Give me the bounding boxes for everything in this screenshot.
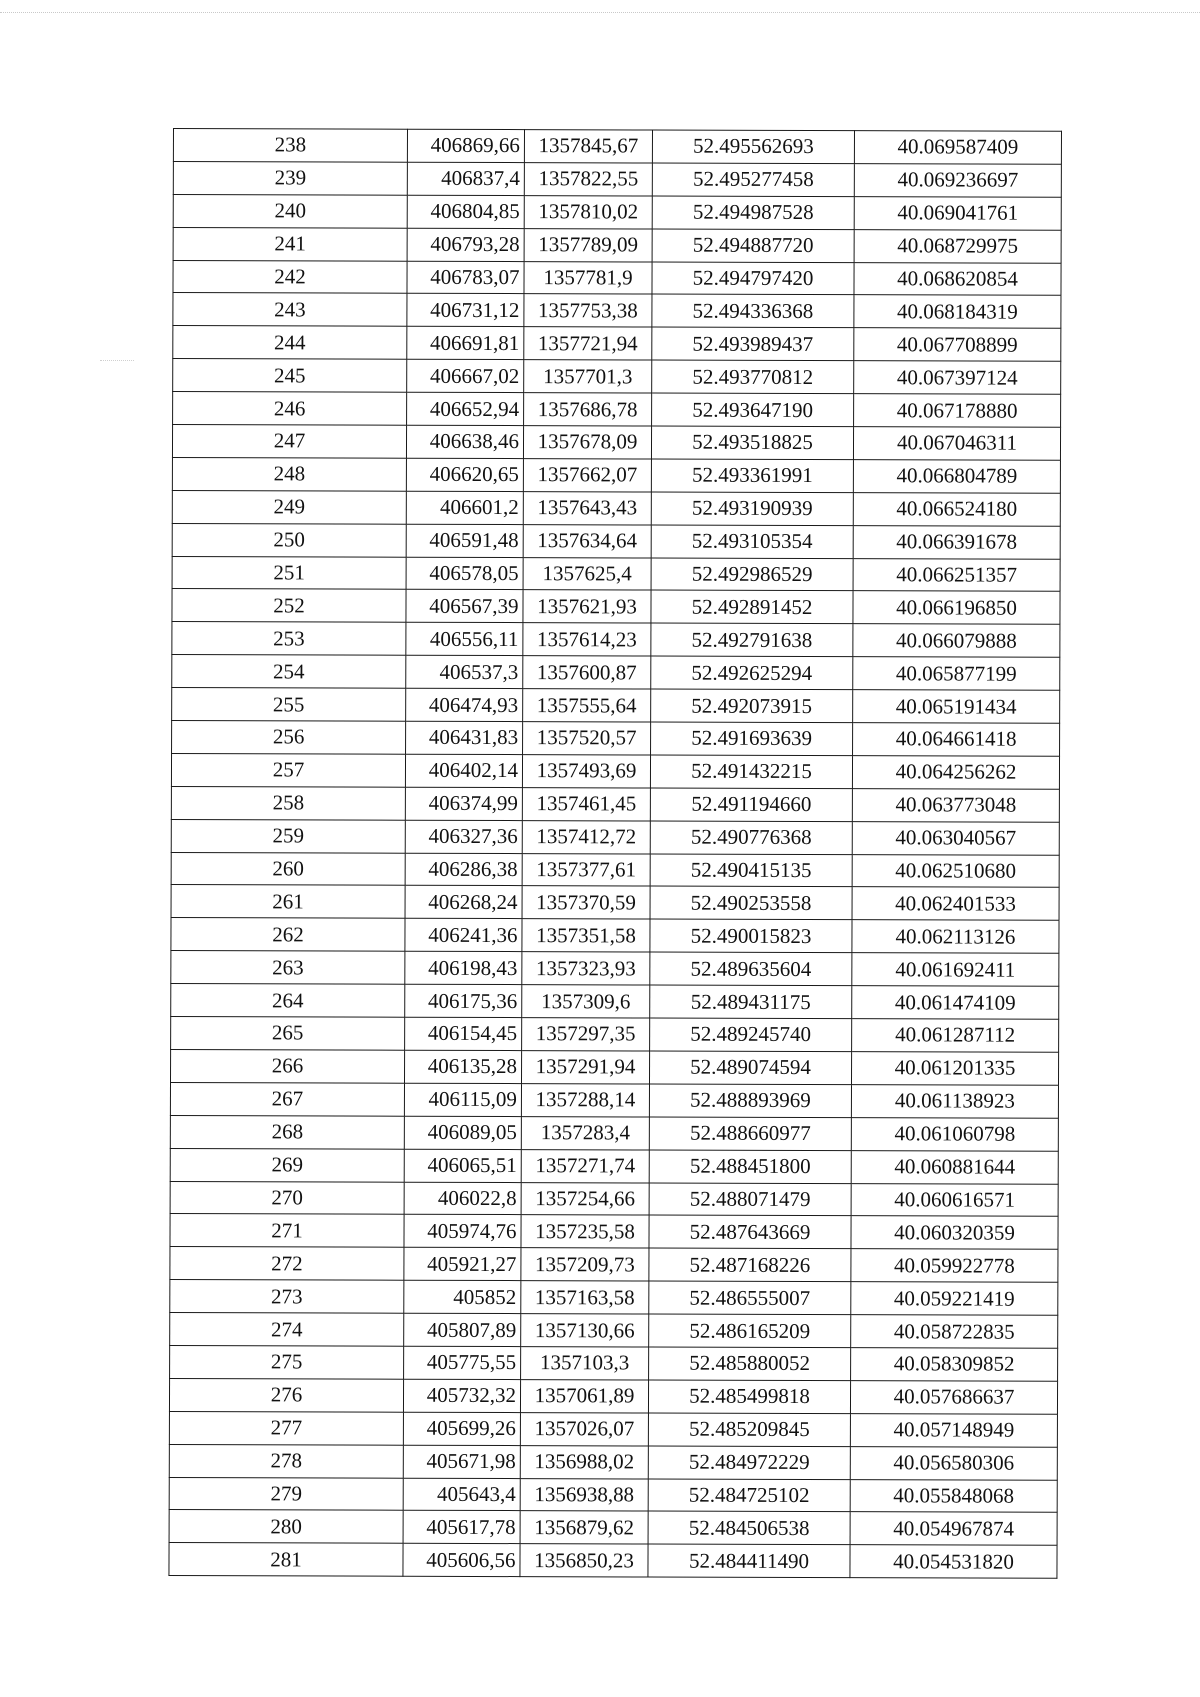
y-coordinate-cell: 1357493,69	[522, 755, 650, 788]
x-coordinate-cell: 405974,76	[404, 1215, 521, 1248]
y-coordinate-cell: 1357412,72	[522, 820, 650, 853]
table-row	[169, 1477, 1057, 1513]
latitude-cell: 52.495562693	[652, 130, 854, 164]
longitude-cell: 40.059221419	[851, 1282, 1058, 1316]
longitude-cell: 40.063040567	[852, 821, 1059, 855]
point-number-cell: 253	[172, 622, 406, 656]
point-number-cell: 279	[169, 1477, 403, 1511]
x-coordinate-cell: 406402,14	[405, 754, 522, 787]
table-row	[171, 885, 1059, 921]
longitude-cell: 40.064256262	[852, 756, 1059, 790]
y-coordinate-cell: 1357209,73	[521, 1248, 649, 1281]
latitude-cell: 52.489431175	[650, 985, 852, 1019]
point-number-cell: 275	[170, 1345, 404, 1379]
table-row	[171, 951, 1059, 987]
longitude-cell: 40.068184319	[854, 295, 1061, 329]
x-coordinate-cell: 406474,93	[406, 688, 523, 721]
latitude-cell: 52.489074594	[649, 1051, 851, 1085]
latitude-cell: 52.493647190	[652, 393, 854, 427]
y-coordinate-cell: 1357810,02	[524, 195, 652, 228]
latitude-cell: 52.486165209	[649, 1314, 851, 1348]
y-coordinate-cell: 1357283,4	[521, 1116, 649, 1149]
longitude-cell: 40.062401533	[852, 887, 1059, 921]
longitude-cell: 40.066524180	[853, 492, 1060, 526]
point-number-cell: 245	[173, 359, 407, 393]
table-row	[169, 1378, 1057, 1414]
latitude-cell: 52.488071479	[649, 1183, 851, 1217]
point-number-cell: 263	[171, 951, 405, 985]
y-coordinate-cell: 1357822,55	[524, 162, 652, 195]
x-coordinate-cell: 406241,36	[405, 919, 522, 952]
y-coordinate-cell: 1357309,6	[522, 985, 650, 1018]
point-number-cell: 255	[172, 688, 406, 722]
x-coordinate-cell: 406691,81	[407, 327, 524, 360]
point-number-cell: 243	[173, 293, 407, 327]
y-coordinate-cell: 1357789,09	[524, 228, 652, 261]
longitude-cell: 40.061201335	[851, 1052, 1058, 1086]
y-coordinate-cell: 1357026,07	[520, 1412, 648, 1445]
y-coordinate-cell: 1357614,23	[523, 623, 651, 656]
table-row	[173, 293, 1061, 329]
longitude-cell: 40.065877199	[853, 657, 1060, 691]
latitude-cell: 52.492891452	[651, 590, 853, 624]
point-number-cell: 268	[170, 1115, 404, 1149]
scan-speck	[100, 360, 134, 361]
table-row	[172, 688, 1060, 724]
x-coordinate-cell: 405921,27	[404, 1248, 521, 1281]
x-coordinate-cell: 406175,36	[405, 984, 522, 1017]
latitude-cell: 52.488660977	[649, 1117, 851, 1151]
x-coordinate-cell: 406783,07	[407, 261, 524, 294]
latitude-cell: 52.492073915	[651, 689, 853, 723]
x-coordinate-cell: 406578,05	[406, 557, 523, 590]
longitude-cell: 40.069236697	[854, 164, 1061, 198]
longitude-cell: 40.063773048	[852, 788, 1059, 822]
longitude-cell: 40.062510680	[852, 854, 1059, 888]
y-coordinate-cell: 1357061,89	[520, 1379, 648, 1412]
y-coordinate-cell: 1357370,59	[522, 886, 650, 919]
latitude-cell: 52.494887720	[652, 229, 854, 263]
table-row	[170, 1214, 1058, 1250]
longitude-cell: 40.066804789	[853, 460, 1060, 494]
latitude-cell: 52.489245740	[650, 1018, 852, 1052]
point-number-cell: 241	[173, 227, 407, 261]
point-number-cell: 260	[171, 852, 405, 886]
x-coordinate-cell: 405643,4	[403, 1478, 520, 1511]
longitude-cell: 40.067046311	[853, 427, 1060, 461]
y-coordinate-cell: 1357351,58	[522, 919, 650, 952]
y-coordinate-cell: 1356988,02	[520, 1445, 648, 1478]
x-coordinate-cell: 405699,26	[403, 1412, 520, 1445]
table-row	[172, 721, 1060, 757]
table-row	[173, 227, 1061, 263]
point-number-cell: 249	[172, 490, 406, 524]
longitude-cell: 40.066196850	[853, 591, 1060, 625]
longitude-cell: 40.069041761	[854, 196, 1061, 230]
latitude-cell: 52.490015823	[650, 919, 852, 953]
point-number-cell: 258	[171, 786, 405, 820]
table-row	[173, 260, 1061, 296]
latitude-cell: 52.484972229	[648, 1446, 850, 1480]
y-coordinate-cell: 1357678,09	[523, 426, 651, 459]
latitude-cell: 52.488893969	[649, 1084, 851, 1118]
longitude-cell: 40.054531820	[850, 1545, 1057, 1579]
longitude-cell: 40.066251357	[853, 558, 1060, 592]
table-row	[173, 161, 1061, 197]
longitude-cell: 40.062113126	[852, 920, 1059, 954]
table-row	[169, 1510, 1057, 1546]
longitude-cell: 40.069587409	[854, 131, 1061, 165]
latitude-cell: 52.485880052	[649, 1347, 851, 1381]
latitude-cell: 52.490776368	[650, 821, 852, 855]
y-coordinate-cell: 1356938,88	[520, 1478, 648, 1511]
x-coordinate-cell: 406567,39	[406, 590, 523, 623]
point-number-cell: 257	[171, 753, 405, 787]
point-number-cell: 272	[170, 1247, 404, 1281]
point-number-cell: 259	[171, 819, 405, 853]
point-number-cell: 246	[173, 392, 407, 426]
longitude-cell: 40.061060798	[851, 1117, 1058, 1151]
y-coordinate-cell: 1357600,87	[523, 656, 651, 689]
y-coordinate-cell: 1357625,4	[523, 557, 651, 590]
x-coordinate-cell: 406115,09	[404, 1083, 521, 1116]
x-coordinate-cell: 406198,43	[405, 951, 522, 984]
point-number-cell: 251	[172, 556, 406, 590]
latitude-cell: 52.492625294	[651, 656, 853, 690]
x-coordinate-cell: 406804,85	[407, 195, 524, 228]
table-row	[171, 852, 1059, 888]
longitude-cell: 40.061692411	[852, 953, 1059, 987]
coordinates-table	[168, 128, 1062, 1579]
longitude-cell: 40.056580306	[850, 1446, 1057, 1480]
table-row	[173, 129, 1061, 165]
table-row	[171, 918, 1059, 954]
coordinates-table-body	[169, 129, 1062, 1579]
table-row	[171, 984, 1059, 1020]
x-coordinate-cell: 406374,99	[405, 787, 522, 820]
latitude-cell: 52.491693639	[651, 722, 853, 756]
point-number-cell: 280	[169, 1510, 403, 1544]
y-coordinate-cell: 1357297,35	[522, 1018, 650, 1051]
table-row	[172, 425, 1060, 461]
x-coordinate-cell: 406556,11	[406, 623, 523, 656]
y-coordinate-cell: 1357254,66	[521, 1182, 649, 1215]
x-coordinate-cell: 406431,83	[406, 721, 523, 754]
x-coordinate-cell: 405775,55	[404, 1346, 521, 1379]
table-row	[171, 786, 1059, 822]
x-coordinate-cell: 406089,05	[404, 1116, 521, 1149]
longitude-cell: 40.057148949	[850, 1413, 1057, 1447]
table-row	[173, 326, 1061, 362]
x-coordinate-cell: 406601,2	[406, 491, 523, 524]
latitude-cell: 52.494336368	[652, 294, 854, 328]
x-coordinate-cell: 406065,51	[404, 1149, 521, 1182]
latitude-cell: 52.484411490	[648, 1544, 850, 1578]
scan-edge-line	[0, 12, 1200, 13]
point-number-cell: 269	[170, 1148, 404, 1182]
x-coordinate-cell: 406638,46	[406, 425, 523, 458]
y-coordinate-cell: 1357845,67	[524, 130, 652, 163]
longitude-cell: 40.061287112	[852, 1019, 1059, 1053]
table-row	[170, 1115, 1058, 1151]
point-number-cell: 240	[173, 194, 407, 228]
point-number-cell: 278	[169, 1444, 403, 1478]
point-number-cell: 238	[173, 129, 407, 163]
y-coordinate-cell: 1357643,43	[523, 491, 651, 524]
latitude-cell: 52.490415135	[650, 854, 852, 888]
y-coordinate-cell: 1357721,94	[524, 327, 652, 360]
y-coordinate-cell: 1357686,78	[524, 393, 652, 426]
table-row	[172, 589, 1060, 625]
x-coordinate-cell: 406869,66	[407, 129, 524, 162]
point-number-cell: 270	[170, 1181, 404, 1215]
longitude-cell: 40.061138923	[851, 1084, 1058, 1118]
table-row	[170, 1313, 1058, 1349]
table-row	[170, 1148, 1058, 1184]
y-coordinate-cell: 1356879,62	[520, 1511, 648, 1544]
longitude-cell: 40.067397124	[854, 361, 1061, 395]
point-number-cell: 254	[172, 655, 406, 689]
latitude-cell: 52.495277458	[652, 163, 854, 197]
latitude-cell: 52.491194660	[650, 788, 852, 822]
table-row	[171, 1049, 1059, 1085]
latitude-cell: 52.486555007	[649, 1281, 851, 1315]
point-number-cell: 256	[172, 721, 406, 755]
x-coordinate-cell: 405852	[404, 1280, 521, 1313]
x-coordinate-cell: 406154,45	[405, 1017, 522, 1050]
latitude-cell: 52.494797420	[652, 262, 854, 296]
table-row	[172, 490, 1060, 526]
table-row	[172, 622, 1060, 658]
table-row	[170, 1280, 1058, 1316]
longitude-cell: 40.058722835	[851, 1315, 1058, 1349]
latitude-cell: 52.484725102	[648, 1479, 850, 1513]
point-number-cell: 273	[170, 1280, 404, 1314]
point-number-cell: 248	[172, 457, 406, 491]
x-coordinate-cell: 406591,48	[406, 524, 523, 557]
y-coordinate-cell: 1357235,58	[521, 1215, 649, 1248]
x-coordinate-cell: 406837,4	[407, 162, 524, 195]
point-number-cell: 276	[169, 1378, 403, 1412]
longitude-cell: 40.068620854	[854, 262, 1061, 296]
y-coordinate-cell: 1357555,64	[523, 689, 651, 722]
y-coordinate-cell: 1356850,23	[520, 1544, 648, 1577]
latitude-cell: 52.493190939	[651, 492, 853, 526]
longitude-cell: 40.060881644	[851, 1150, 1058, 1184]
latitude-cell: 52.493989437	[652, 327, 854, 361]
longitude-cell: 40.057686637	[850, 1380, 1057, 1414]
point-number-cell: 267	[170, 1082, 404, 1116]
table-row	[170, 1082, 1058, 1118]
table-row	[173, 359, 1061, 395]
x-coordinate-cell: 405671,98	[403, 1445, 520, 1478]
x-coordinate-cell: 405807,89	[404, 1313, 521, 1346]
longitude-cell: 40.055848068	[850, 1479, 1057, 1513]
longitude-cell: 40.067178880	[854, 394, 1061, 428]
latitude-cell: 52.491432215	[650, 755, 852, 789]
longitude-cell: 40.058309852	[851, 1348, 1058, 1382]
table-row	[170, 1345, 1058, 1381]
longitude-cell: 40.065191434	[853, 690, 1060, 724]
point-number-cell: 277	[169, 1411, 403, 1445]
latitude-cell: 52.487643669	[649, 1215, 851, 1249]
x-coordinate-cell: 406793,28	[407, 228, 524, 261]
longitude-cell: 40.054967874	[850, 1512, 1057, 1546]
point-number-cell: 271	[170, 1214, 404, 1248]
longitude-cell: 40.066079888	[853, 624, 1060, 658]
y-coordinate-cell: 1357163,58	[521, 1281, 649, 1314]
y-coordinate-cell: 1357461,45	[522, 787, 650, 820]
table-row	[169, 1543, 1057, 1579]
longitude-cell: 40.060616571	[851, 1183, 1058, 1217]
latitude-cell: 52.493770812	[652, 360, 854, 394]
longitude-cell: 40.068729975	[854, 229, 1061, 263]
table-row	[169, 1444, 1057, 1480]
longitude-cell: 40.067708899	[854, 328, 1061, 362]
table-row	[171, 819, 1059, 855]
point-number-cell: 262	[171, 918, 405, 952]
longitude-cell: 40.066391678	[853, 525, 1060, 559]
point-number-cell: 265	[171, 1017, 405, 1051]
y-coordinate-cell: 1357130,66	[521, 1314, 649, 1347]
longitude-cell: 40.064661418	[853, 723, 1060, 757]
point-number-cell: 252	[172, 589, 406, 623]
table-row	[173, 392, 1061, 428]
x-coordinate-cell: 406667,02	[407, 359, 524, 392]
latitude-cell: 52.492791638	[651, 623, 853, 657]
x-coordinate-cell: 406286,38	[405, 853, 522, 886]
latitude-cell: 52.490253558	[650, 886, 852, 920]
point-number-cell: 239	[173, 161, 407, 195]
y-coordinate-cell: 1357621,93	[523, 590, 651, 623]
latitude-cell: 52.492986529	[651, 558, 853, 592]
point-number-cell: 274	[170, 1313, 404, 1347]
point-number-cell: 242	[173, 260, 407, 294]
latitude-cell: 52.484506538	[648, 1511, 850, 1545]
x-coordinate-cell: 406620,65	[406, 458, 523, 491]
point-number-cell: 247	[172, 425, 406, 459]
longitude-cell: 40.061474109	[852, 986, 1059, 1020]
table-row	[171, 1017, 1059, 1053]
x-coordinate-cell: 406135,28	[405, 1050, 522, 1083]
x-coordinate-cell: 406652,94	[407, 392, 524, 425]
longitude-cell: 40.060320359	[851, 1216, 1058, 1250]
x-coordinate-cell: 406327,36	[405, 820, 522, 853]
latitude-cell: 52.493105354	[651, 525, 853, 559]
latitude-cell: 52.494987528	[652, 196, 854, 230]
y-coordinate-cell: 1357662,07	[523, 459, 651, 492]
x-coordinate-cell: 406268,24	[405, 886, 522, 919]
latitude-cell: 52.487168226	[649, 1248, 851, 1282]
point-number-cell: 250	[172, 523, 406, 557]
y-coordinate-cell: 1357520,57	[523, 722, 651, 755]
latitude-cell: 52.485499818	[648, 1380, 850, 1414]
x-coordinate-cell: 405606,56	[403, 1544, 520, 1577]
x-coordinate-cell: 405732,32	[403, 1379, 520, 1412]
x-coordinate-cell: 406537,3	[406, 655, 523, 688]
longitude-cell: 40.059922778	[851, 1249, 1058, 1283]
x-coordinate-cell: 405617,78	[403, 1511, 520, 1544]
y-coordinate-cell: 1357291,94	[522, 1051, 650, 1084]
point-number-cell: 264	[171, 984, 405, 1018]
y-coordinate-cell: 1357781,9	[524, 261, 652, 294]
table-row	[172, 523, 1060, 559]
latitude-cell: 52.493361991	[651, 459, 853, 493]
table-row	[172, 655, 1060, 691]
y-coordinate-cell: 1357634,64	[523, 524, 651, 557]
point-number-cell: 281	[169, 1543, 403, 1577]
table-row	[169, 1411, 1057, 1447]
x-coordinate-cell: 406731,12	[407, 294, 524, 327]
table-row	[172, 556, 1060, 592]
y-coordinate-cell: 1357753,38	[524, 294, 652, 327]
y-coordinate-cell: 1357701,3	[524, 360, 652, 393]
point-number-cell: 244	[173, 326, 407, 360]
point-number-cell: 266	[171, 1049, 405, 1083]
table-row	[170, 1247, 1058, 1283]
latitude-cell: 52.489635604	[650, 952, 852, 986]
table-row	[171, 753, 1059, 789]
y-coordinate-cell: 1357377,61	[522, 853, 650, 886]
y-coordinate-cell: 1357323,93	[522, 952, 650, 985]
latitude-cell: 52.485209845	[648, 1413, 850, 1447]
table-row	[173, 194, 1061, 230]
x-coordinate-cell: 406022,8	[404, 1182, 521, 1215]
latitude-cell: 52.488451800	[649, 1150, 851, 1184]
table-row	[172, 457, 1060, 493]
y-coordinate-cell: 1357271,74	[521, 1149, 649, 1182]
table-row	[170, 1181, 1058, 1217]
y-coordinate-cell: 1357103,3	[521, 1347, 649, 1380]
point-number-cell: 261	[171, 885, 405, 919]
latitude-cell: 52.493518825	[651, 426, 853, 460]
y-coordinate-cell: 1357288,14	[521, 1083, 649, 1116]
